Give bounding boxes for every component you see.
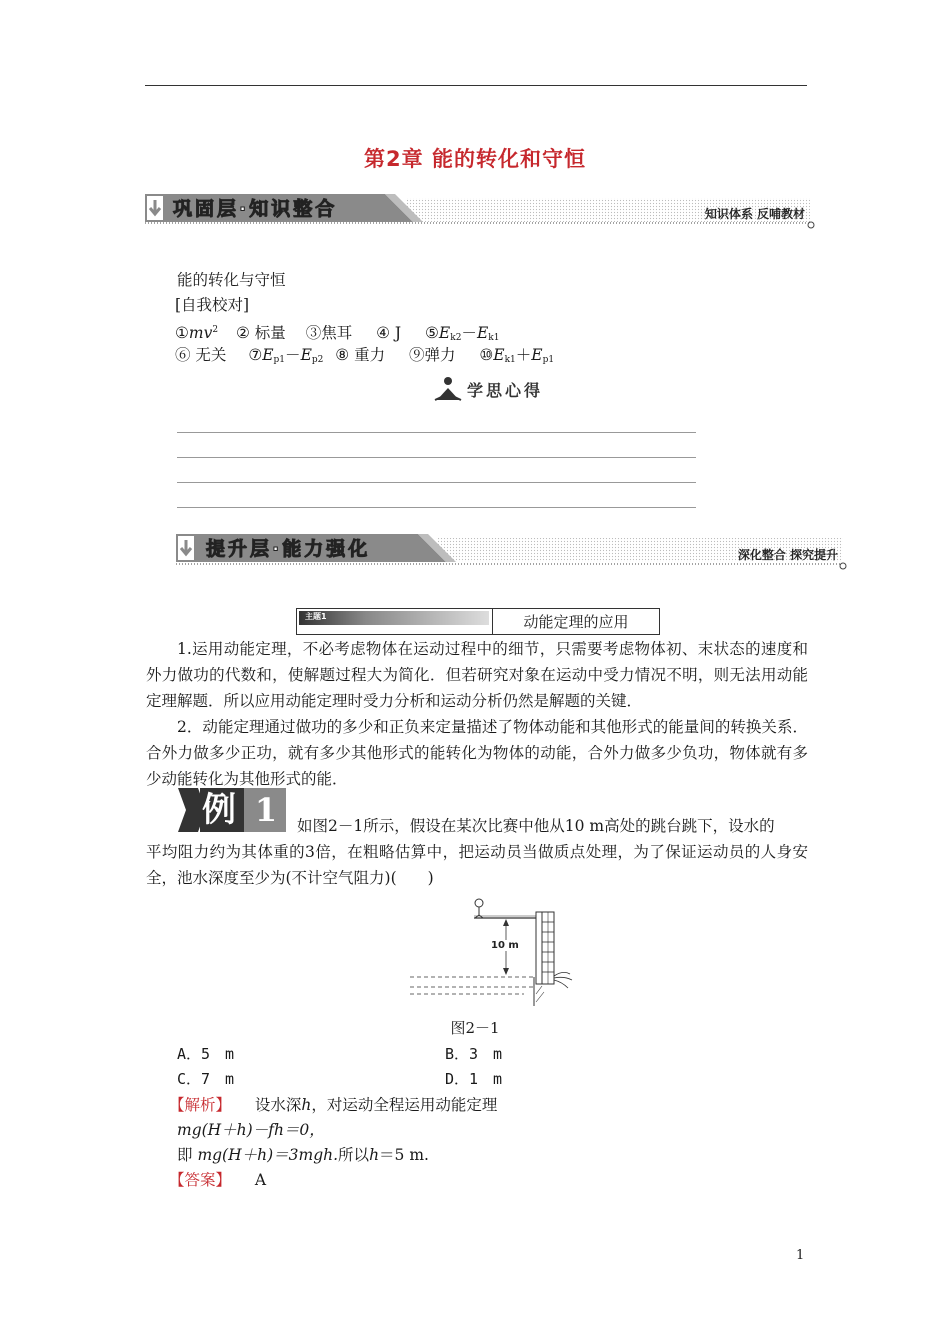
example-badge (178, 788, 288, 832)
analysis-text: 设水深 (254, 1096, 302, 1114)
answer-line (169, 1168, 266, 1193)
example-badge-char: 例 (202, 790, 236, 830)
answer-4: ④ J (376, 324, 402, 342)
example-question-line1: 如图2－1所示，假设在某次比赛中他从10 m高处的跳台跳下，设水的 (297, 817, 775, 835)
notes-line (177, 432, 696, 433)
figure-2-1 (408, 896, 576, 1008)
theme-header (296, 608, 660, 635)
answer-1: $①mv^2$ (175, 324, 219, 342)
banner-subtitle: 深化整合 探究提升 (737, 548, 838, 562)
page-number: 1 (796, 1248, 805, 1263)
reflection-label: 学思心得 (467, 381, 544, 400)
option-a: A．5 m (177, 1045, 235, 1063)
section-banner-enhancement (176, 528, 848, 570)
reflection-logo (433, 376, 553, 404)
paragraph-1: 1.运用动能定理，不必考虑物体在运动过程中的细节，只需要考虑物体初、末状态的速度和外力做功的代数和，使解题过程大为简化．但若研究对象在运动中受力情况不明，则无法用动能定理解题．所以应用动能定理时受力分析和运动分析仍然是解题的关键． (146, 640, 808, 710)
example-badge-number: 1 (254, 791, 278, 829)
notes-line (177, 482, 696, 483)
answer-label: 【答案】 (169, 1171, 232, 1189)
answer-8: ⑧ 重力 (335, 346, 386, 364)
answer-2: ② 标量 (235, 324, 286, 342)
option-d: D．1 m (445, 1070, 503, 1088)
answer-5: $⑤E_{k2}-E_{k1}$ (425, 324, 500, 343)
analysis-line (169, 1093, 497, 1118)
theme-title: 动能定理的应用 (523, 613, 629, 631)
equation-1: mg(H＋h)－fh＝0， (177, 1121, 325, 1139)
answers-row-2 (175, 343, 554, 373)
reading-person-icon (433, 376, 463, 402)
analysis-var: h (301, 1096, 312, 1114)
notes-line (177, 507, 696, 508)
equation-2: 即 mg(H＋h)＝3mgh.所以h＝5 m. (177, 1146, 429, 1164)
diving-diagram (408, 896, 576, 1008)
answer-6: ⑥ 无关 (175, 346, 227, 364)
chapter-title: 第2章 能的转化和守恒 (364, 147, 586, 171)
header-rule (145, 85, 807, 86)
answer-9: ⑨弹力 (408, 346, 456, 364)
option-b: B．3 m (445, 1045, 503, 1063)
notes-line (177, 457, 696, 458)
answer-3: ③焦耳 (305, 324, 353, 342)
answer-10: $⑩E_{k1}+E_{p1}$ (479, 346, 555, 365)
theme-tag: 主题1 (299, 611, 489, 625)
banner-subtitle: 知识体系 反哺教材 (704, 207, 805, 221)
option-c: C．7 m (177, 1070, 235, 1088)
figure-caption: 图2－1 (450, 1019, 500, 1037)
analysis-label: 【解析】 (169, 1096, 232, 1114)
banner-title: 提升层·能力强化 (206, 538, 371, 560)
paragraph-2: 2．动能定理通过做功的多少和正负来定量描述了物体动能和其他形式的能量间的转换关系．合外力做多少正功，就有多少其他形式的能转化为物体的动能，合外力做多少负功，物体就有多少动能转化为其他形式的能． (146, 718, 808, 788)
analysis-text-2: ，对运动全程运用动能定理 (311, 1096, 498, 1114)
banner-title: 巩固层·知识整合 (173, 198, 338, 220)
example-question-rest: 平均阻力约为其体重的3倍，在粗略估算中，把运动员当做质点处理，为了保证运动员的人身安全，池水深度至少为(不计空气阻力)( ) (146, 843, 808, 887)
answer-7: $⑦E_{p1}-E_{p2}$ (248, 346, 324, 365)
figure-height-label: 10 m (491, 940, 519, 951)
knowledge-heading: 能的转化与守恒 (177, 271, 286, 289)
self-check-label: [自我校对] (175, 296, 250, 314)
section-banner-consolidation (145, 190, 815, 230)
answer-value: A (254, 1171, 267, 1189)
